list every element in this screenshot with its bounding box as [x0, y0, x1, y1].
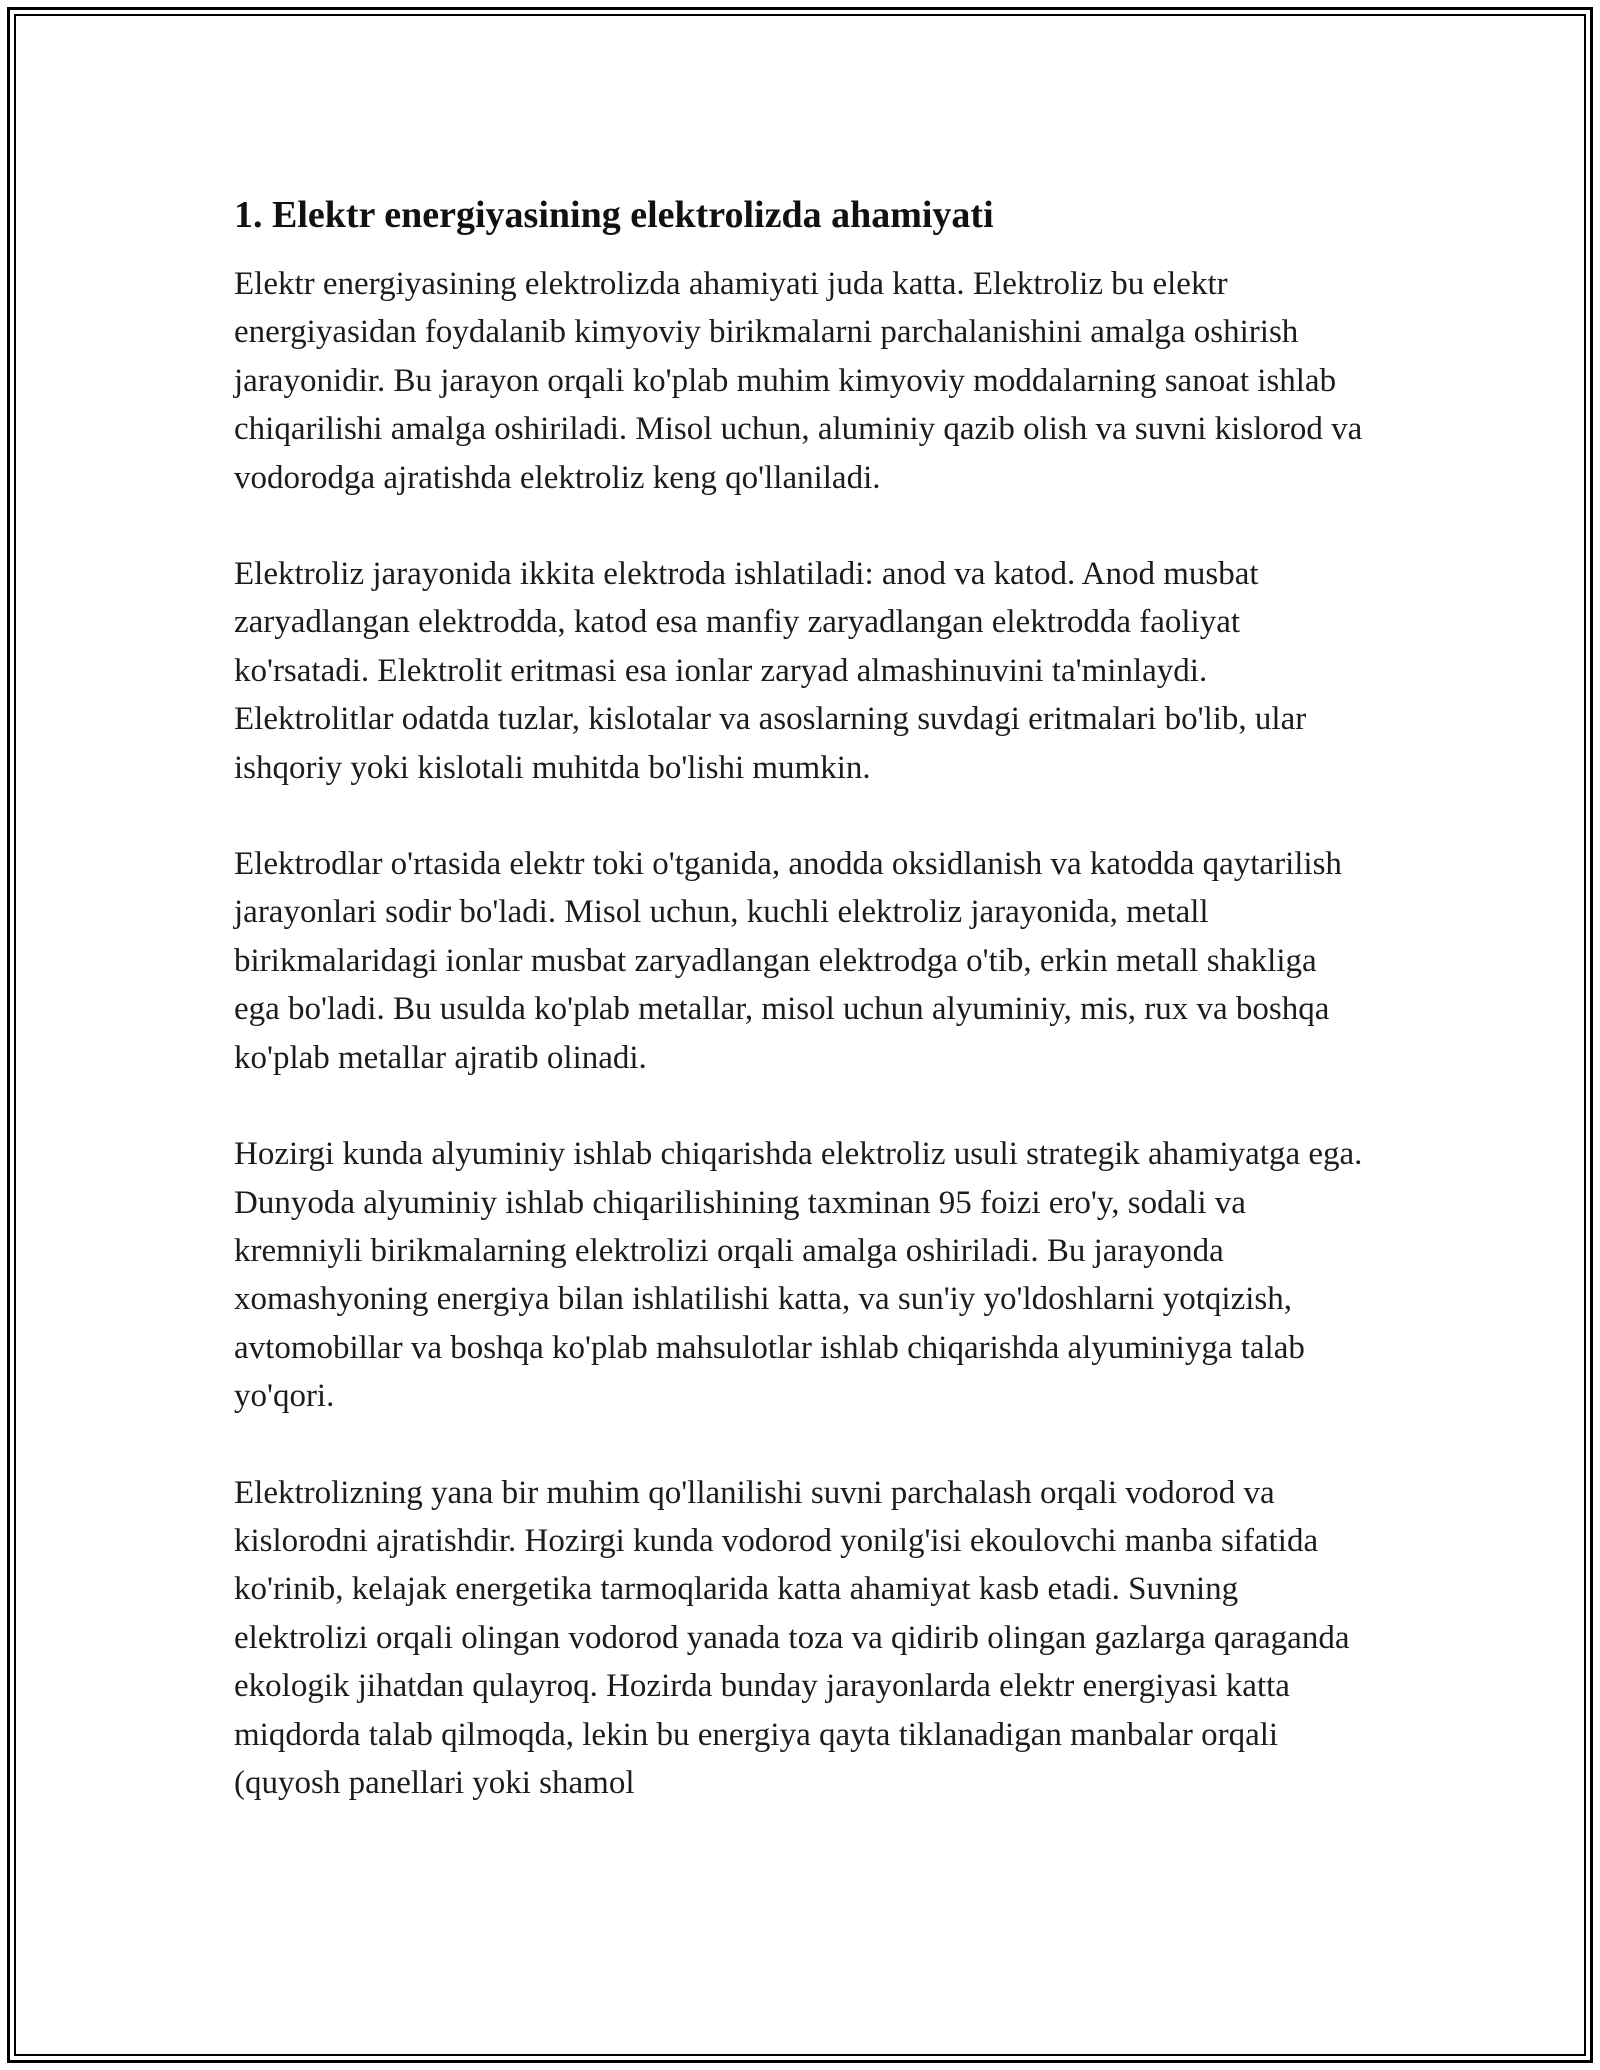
paragraph-4: Hozirgi kunda alyuminiy ishlab chiqarishda elektroliz usuli strategik ahamiyatga ega. Dunyoda alyuminiy ishlab chiqarilishining taxminan 95 foizi ero'y, sodali va kremniyli birikmalarning elektrolizi orqali amalga oshiriladi. Bu jarayonda xomashyoning energiya bilan ishlatilishi katta, va sun'iy yo'ldoshlarni yotqizish, avtomobillar va boshqa ko'plab mahsulotlar ishlab chiqarishda alyuminiyga talab yo'qori. — [234, 1136, 1363, 1415]
paragraph-2: Elektroliz jarayonida ikkita elektroda ishlatiladi: anod va katod. Anod musbat zaryadlangan elektrodda, katod esa manfiy zaryadlangan elektrodda faoliyat ko'rsatadi. Elektrolit eritmasi esa ionlar zaryad almashinuvini ta'minlaydi. Elektrolitlar odatda tuzlar, kislotalar va asoslarning suvdagi eritmalari bo'lib, ular ishqoriy yoki kislotali muhitda bo'lishi mumkin. — [234, 556, 1307, 786]
document-body — [234, 188, 1364, 1855]
section-heading: 1. Elektr energiyasining elektrolizda ahamiyati — [234, 194, 994, 236]
paragraph-1: Elektr energiyasining elektrolizda ahamiyati juda katta. Elektroliz bu elektr energiyasidan foydalanib kimyoviy birikmalarni parchalanishini amalga oshirish jarayonidir. Bu jarayon orqali ko'plab muhim kimyoviy moddalarning sanoat ishlab chiqarilishi amalga oshiriladi. Misol uchun, aluminiy qazib olish va suvni kislorod va vodorodga ajratishda elektroliz keng qo'llaniladi. — [234, 266, 1363, 496]
paragraph-3: Elektrodlar o'rtasida elektr toki o'tganida, anodda oksidlanish va katodda qaytarilish jarayonlari sodir bo'ladi. Misol uchun, kuchli elektroliz jarayonida, metall birikmalaridagi ionlar musbat zaryadlangan elektrodga o'tib, erkin metall shakliga ega bo'ladi. Bu usulda ko'plab metallar, misol uchun alyuminiy, mis, rux va boshqa ko'plab metallar ajratib olinadi. — [234, 846, 1342, 1076]
paragraph-5: Elektrolizning yana bir muhim qo'llanilishi suvni parchalash orqali vodorod va kislorodni ajratishdir. Hozirgi kunda vodorod yonilg'isi ekoulovchi manba sifatida ko'rinib, kelajak energetika tarmoqlarida katta ahamiyat kasb etadi. Suvning elektrolizi orqali olingan vodorod yanada toza va qidirib olingan gazlarga qaraganda ekologik jihatdan qulayroq. Hozirda bunday jarayonlarda elektr energiyasi katta miqdorda talab qilmoqda, lekin bu energiya qayta tiklanadigan manbalar orqali (quyosh panellari yoki shamol — [234, 1474, 1350, 1801]
